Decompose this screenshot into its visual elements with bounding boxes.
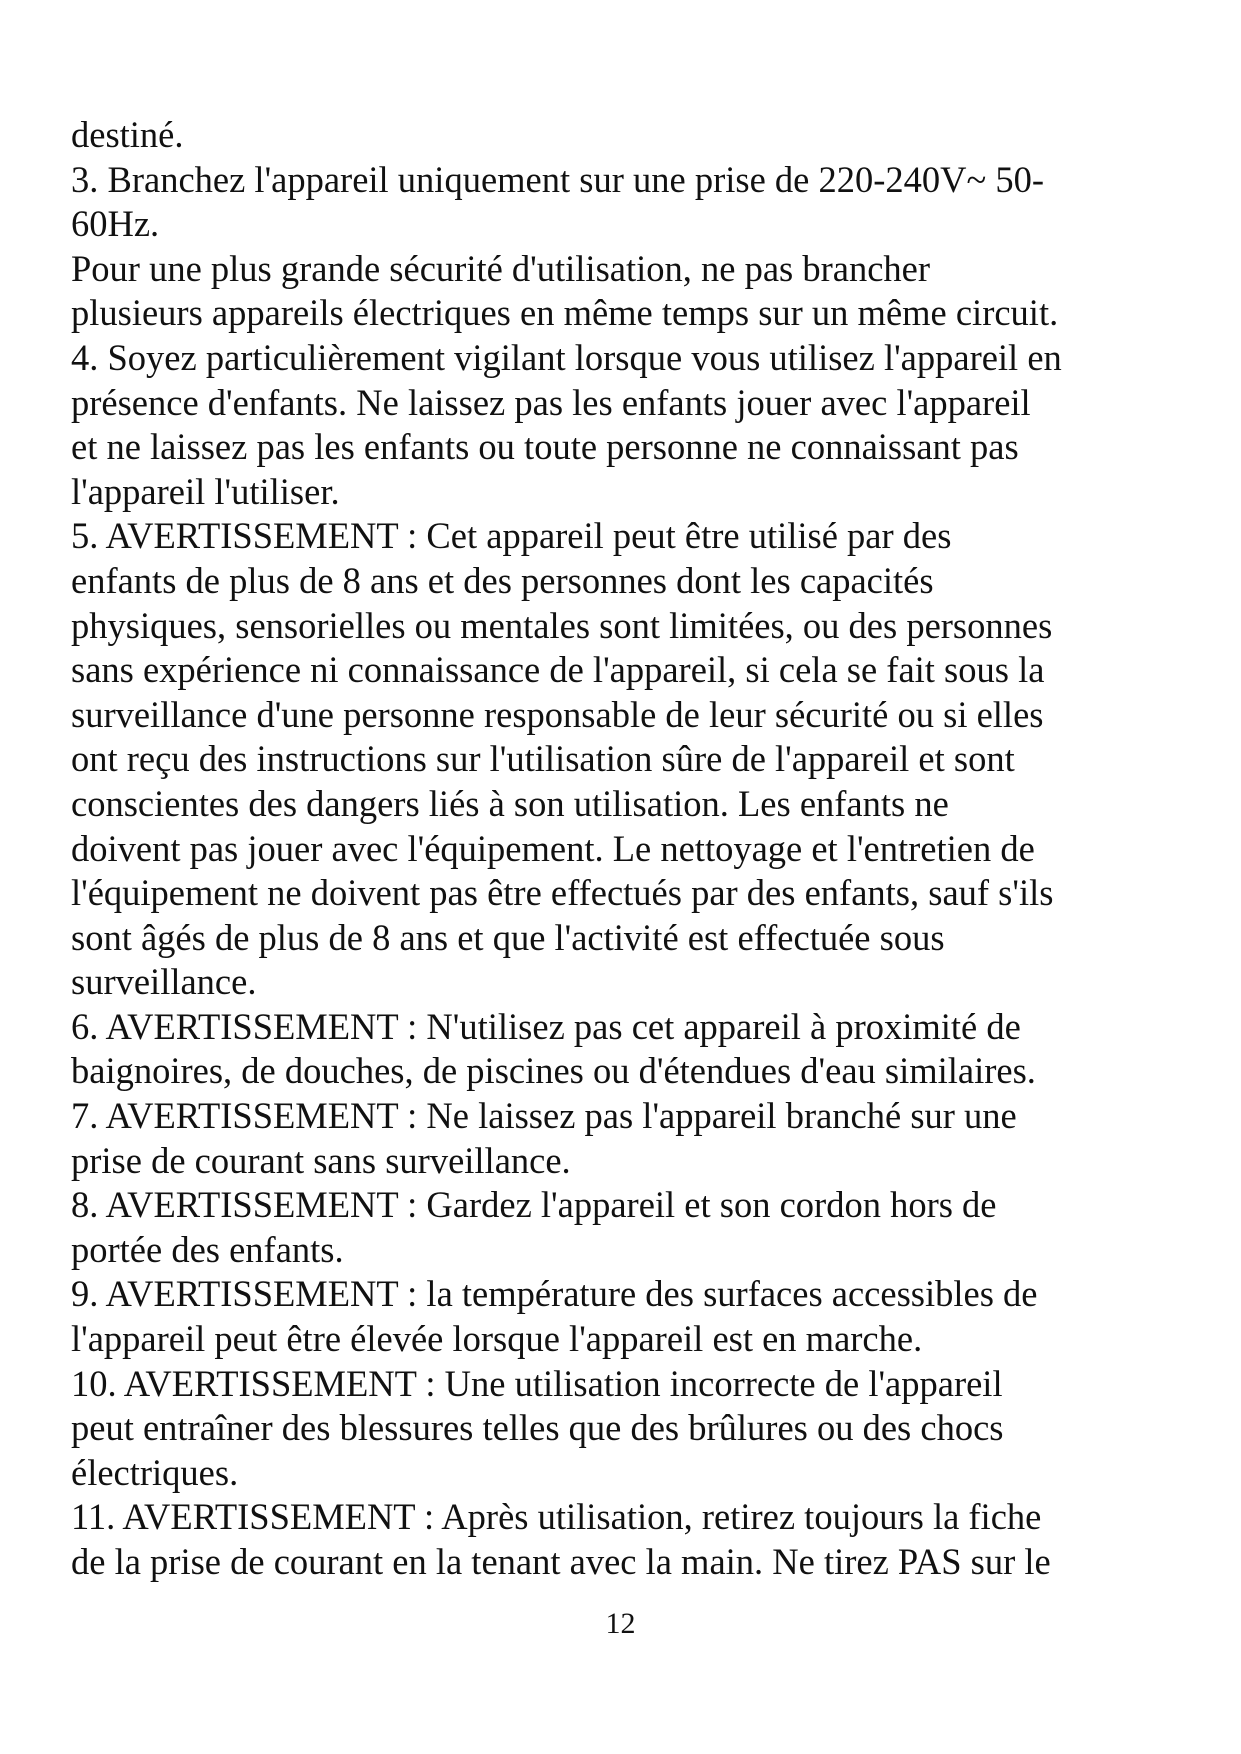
text-line: 11. AVERTISSEMENT : Après utilisation, retirez toujours la fiche bbox=[71, 1496, 1042, 1538]
text-line: présence d'enfants. Ne laissez pas les enfants jouer avec l'appareil bbox=[71, 381, 1031, 423]
text-line: et ne laissez pas les enfants ou toute personne ne connaissant pas bbox=[71, 426, 1019, 468]
text-line: 3. Branchez l'appareil uniquement sur une prise de 220-240V~ 50- bbox=[71, 158, 1045, 200]
text-line: sont âgés de plus de 8 ans et que l'activité est effectuée sous bbox=[71, 916, 945, 958]
text-line: surveillance d'une personne responsable de leur sécurité ou si elles bbox=[71, 693, 1044, 735]
text-line: portée des enfants. bbox=[71, 1228, 344, 1270]
text-line: 5. AVERTISSEMENT : Cet appareil peut être utilisé par des bbox=[71, 515, 952, 557]
text-line: 6. AVERTISSEMENT : N'utilisez pas cet appareil à proximité de bbox=[71, 1005, 1021, 1047]
text-line: 10. AVERTISSEMENT : Une utilisation incorrecte de l'appareil bbox=[71, 1362, 1003, 1404]
page-number: 12 bbox=[605, 1607, 636, 1640]
text-line: plusieurs appareils électriques en même temps sur un même circuit. bbox=[71, 292, 1059, 334]
text-line: destiné. bbox=[71, 114, 184, 155]
text-line: baignoires, de douches, de piscines ou d'étendues d'eau similaires. bbox=[71, 1050, 1036, 1092]
text-line: doivent pas jouer avec l'équipement. Le nettoyage et l'entretien de bbox=[71, 827, 1035, 869]
text-line: ont reçu des instructions sur l'utilisation sûre de l'appareil et sont bbox=[71, 738, 1015, 780]
text-line: physiques, sensorielles ou mentales sont limitées, ou des personnes bbox=[71, 604, 1053, 646]
text-line: l'équipement ne doivent pas être effectués par des enfants, sauf s'ils bbox=[71, 872, 1054, 914]
text-line: enfants de plus de 8 ans et des personnes dont les capacités bbox=[71, 559, 934, 601]
text-line: 60Hz. bbox=[71, 203, 160, 245]
text-line: 9. AVERTISSEMENT : la température des surfaces accessibles de bbox=[71, 1273, 1038, 1315]
text-line: surveillance. bbox=[71, 961, 257, 1003]
text-line: l'appareil l'utiliser. bbox=[71, 470, 340, 512]
text-line: prise de courant sans surveillance. bbox=[71, 1139, 571, 1181]
text-line: Pour une plus grande sécurité d'utilisation, ne pas brancher bbox=[71, 247, 931, 289]
text-line: l'appareil peut être élevée lorsque l'appareil est en marche. bbox=[71, 1318, 923, 1360]
text-line: 7. AVERTISSEMENT : Ne laissez pas l'appareil branché sur une bbox=[71, 1095, 1017, 1137]
text-line: 4. Soyez particulièrement vigilant lorsque vous utilisez l'appareil en bbox=[71, 336, 1062, 378]
text-line: peut entraîner des blessures telles que des brûlures ou des chocs bbox=[71, 1407, 1004, 1449]
text-line: 8. AVERTISSEMENT : Gardez l'appareil et son cordon hors de bbox=[71, 1184, 997, 1226]
body-text bbox=[71, 113, 1181, 1585]
text-line: conscientes des dangers liés à son utilisation. Les enfants ne bbox=[71, 782, 949, 824]
text-line: sans expérience ni connaissance de l'appareil, si cela se fait sous la bbox=[71, 649, 1045, 691]
text-line: de la prise de courant en la tenant avec la main. Ne tirez PAS sur le bbox=[71, 1541, 1051, 1582]
text-line: électriques. bbox=[71, 1451, 239, 1493]
